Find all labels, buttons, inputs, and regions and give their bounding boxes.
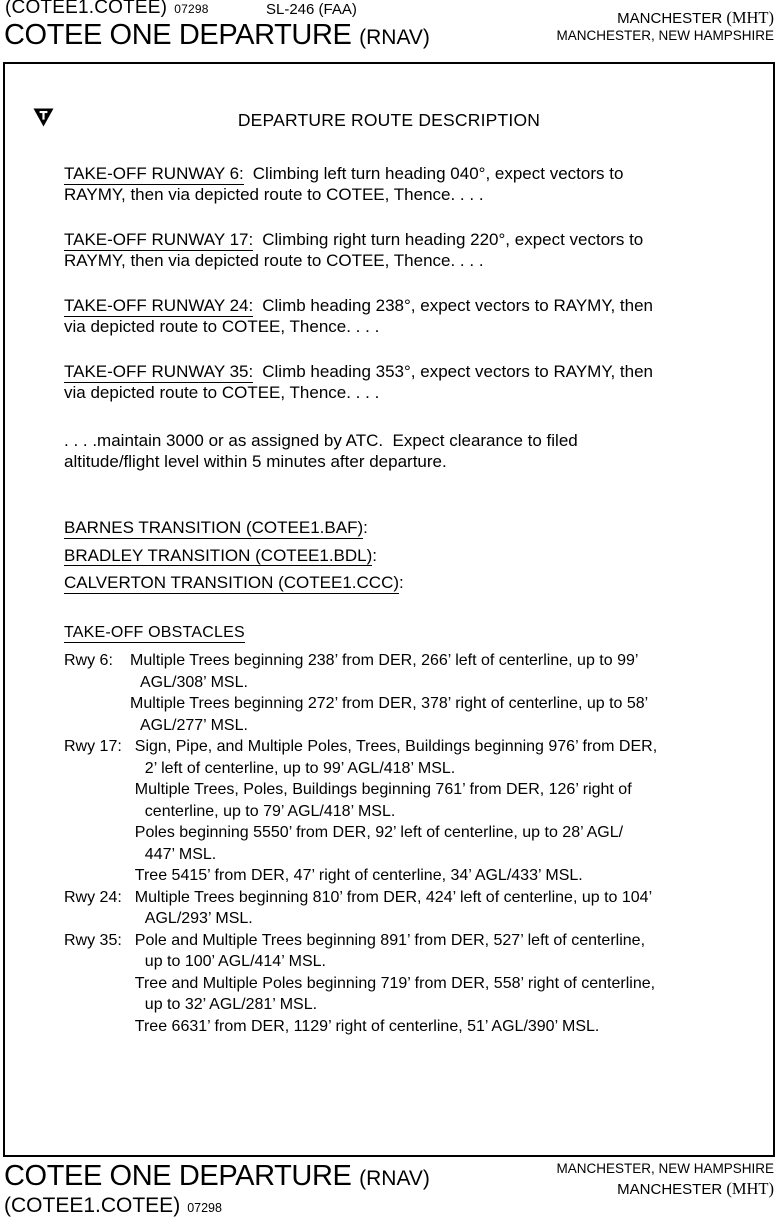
runway-6-label: TAKE-OFF RUNWAY 6: — [64, 164, 244, 183]
obstacle-entry: Multiple Trees, Poles, Buildings beginning 761’ from DER, 126’ right of centerline, up to 79’ AGL/418’ MSL. — [134, 781, 632, 820]
transition-bradley: BRADLEY TRANSITION (COTEE1.BDL): — [64, 545, 378, 565]
runway-name: Rwy 17: — [64, 738, 122, 755]
obstacle-entry: Multiple Trees beginning 272’ from DER, 378’ right of centerline, up to 58’ AGL/277’ MSL. — [130, 695, 649, 734]
takeoff-obstacles-heading: TAKE-OFF OBSTACLES — [64, 624, 245, 644]
runway-name: Rwy 6: — [64, 652, 113, 669]
airport-identifier: (MHT) — [726, 8, 774, 27]
obstacle-entry: Multiple Trees beginning 810’ from DER, 424’ left of centerline, up to 104’ AGL/293’ MSL. — [134, 888, 653, 927]
footer-airport-identifier: (MHT) — [726, 1178, 774, 1198]
runway-name: Rwy 35: — [64, 931, 122, 949]
runway-35-label: TAKE-OFF RUNWAY 35: — [64, 362, 254, 381]
takeoff-obstacles-section — [64, 624, 729, 1038]
page-title-text: COTEE ONE DEPARTURE — [4, 19, 352, 51]
route-description-heading: DEPARTURE ROUTE DESCRIPTION — [237, 110, 541, 130]
rnav-label: (RNAV) — [359, 26, 430, 49]
page-title — [4, 19, 430, 52]
airport-city-line: MANCHESTER, NEW HAMPSHIRE — [556, 28, 774, 44]
footer-rnav-label: (RNAV) — [359, 1167, 430, 1190]
route-paragraph-runway-24: TAKE-OFF RUNWAY 24: Climb heading 238°, expect vectors to RAYMY, then via depicted route to COTEE, Thence. . . . — [64, 296, 654, 336]
footer-title-block — [4, 1161, 430, 1218]
obstacle-entry: Multiple Trees beginning 238’ from DER, 266’ left of centerline, up to 99’ AGL/308’ MSL. — [130, 652, 639, 691]
runway-24-label: TAKE-OFF RUNWAY 24: — [64, 296, 254, 315]
obstacle-entry: Pole and Multiple Trees beginning 891’ from DER, 527’ left of centerline, up to 100’ AGL/414’ MSL. — [134, 931, 646, 970]
procedure-text-box — [3, 62, 775, 1157]
runway-17-label: TAKE-OFF RUNWAY 17: — [64, 230, 254, 249]
footer-airport-block — [556, 1160, 774, 1199]
footer-procedure-code-date: 07298 — [187, 1201, 222, 1216]
transition-barnes: BARNES TRANSITION (COTEE1.BAF): — [64, 518, 368, 537]
obstacle-entry: Tree 6631’ from DER, 1129’ right of centerline, 51’ AGL/390’ MSL. — [134, 1017, 600, 1035]
transition-calverton: CALVERTON TRANSITION (COTEE1.CCC): — [64, 573, 404, 592]
transitions-list — [64, 514, 729, 597]
obstacle-entry: Tree 5415’ from DER, 47’ right of centerline, 34’ AGL/433’ MSL. — [134, 867, 583, 884]
procedure-code-text: (COTEE1.COTEE) — [5, 0, 168, 18]
obstacle-entry: Tree and Multiple Poles beginning 719’ from DER, 558’ right of centerline, up to 32’ AGL/281’ MSL. — [134, 974, 656, 1013]
header-procedure-code — [5, 0, 209, 19]
footer-airport-name-line: MANCHESTER (MHT) — [617, 1178, 774, 1198]
obstacle-group-rwy-35 — [64, 930, 729, 1038]
obstacle-group-rwy-17 — [64, 736, 729, 887]
footer-airport-city-line: MANCHESTER, NEW HAMPSHIRE — [556, 1161, 774, 1176]
obstacle-entry: Sign, Pipe, and Multiple Poles, Trees, Buildings beginning 976’ from DER, 2’ left of centerline, up to 99’ AGL/418’ MSL. — [134, 738, 658, 777]
route-paragraph-runway-6: TAKE-OFF RUNWAY 6: Climbing left turn heading 040°, expect vectors to RAYMY, then via depicted route to COTEE, Thence. . . . — [64, 164, 624, 204]
route-description-body — [64, 163, 729, 1037]
chart-reference: SL-246 (FAA) — [266, 1, 357, 18]
obstacle-group-rwy-24 — [64, 887, 729, 930]
maintain-altitude-paragraph: . . . .maintain 3000 or as assigned by ATC. Expect clearance to filed altitude/flight level within 5 minutes after departure. — [64, 431, 578, 471]
footer-procedure-code: (COTEE1.COTEE) 07298 — [4, 1194, 222, 1218]
route-paragraph-runway-35: TAKE-OFF RUNWAY 35: Climb heading 353°, expect vectors to RAYMY, then via depicted route to COTEE, Thence. . . . — [64, 362, 654, 402]
route-paragraph-runway-17: TAKE-OFF RUNWAY 17: Climbing right turn heading 220°, expect vectors to RAYMY, then via depicted route to COTEE, Thence. . . . — [64, 230, 644, 270]
obstacle-entry: Poles beginning 5550’ from DER, 92’ left of centerline, up to 28’ AGL/ 447’ MSL. — [134, 824, 624, 863]
airport-name-line: MANCHESTER (MHT) — [617, 8, 774, 27]
runway-name: Rwy 24: — [64, 888, 122, 906]
obstacle-group-rwy-6 — [64, 650, 729, 736]
procedure-code-date: 07298 — [174, 2, 209, 16]
header-airport-block — [556, 8, 774, 45]
footer-title: COTEE ONE DEPARTURE (RNAV) — [4, 1160, 430, 1192]
